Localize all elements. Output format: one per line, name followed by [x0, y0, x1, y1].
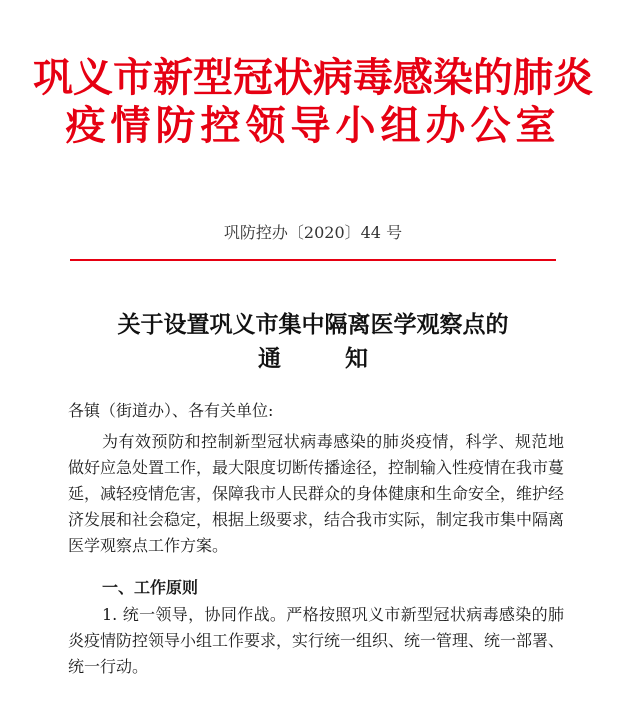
notice-title-char-zhi: 知 [345, 345, 368, 372]
notice-title-line2 [0, 340, 626, 373]
body-paragraph-2: 1. 统一领导，协同作战。严格按照巩义市新型冠状病毒感染的肺炎疫情防控领导小组工作要求，实行统一组织、统一管理、统一部署、统一行动。 [68, 605, 565, 676]
salutation: 各镇（街道办）、各有关单位: [68, 401, 274, 420]
document-number: 巩防控办〔2020〕44 号 [223, 223, 403, 242]
notice-title-line1: 关于设置巩义市集中隔离医学观察点的 [117, 311, 509, 338]
header-title-line1: 巩义市新型冠状病毒感染的肺炎 [33, 55, 593, 101]
section-heading-1: 一、工作原则 [102, 578, 199, 597]
red-divider-rule [70, 259, 556, 261]
header-title-line2: 疫情防控领导小组办公室 [65, 103, 561, 149]
body-paragraph-1: 为有效预防和控制新型冠状病毒感染的肺炎疫情，科学、规范地做好应急处置工作，最大限度切断传播途径，控制输入性疫情在我市蔓延，减轻疫情危害，保障我市人民群众的身体健康和生命安全，维护经济发展和社会稳定，根据上级要求，结合我市实际，制定我市集中隔离医学观察点工作方案。 [68, 432, 565, 555]
notice-title-char-tong: 通 [258, 345, 281, 372]
